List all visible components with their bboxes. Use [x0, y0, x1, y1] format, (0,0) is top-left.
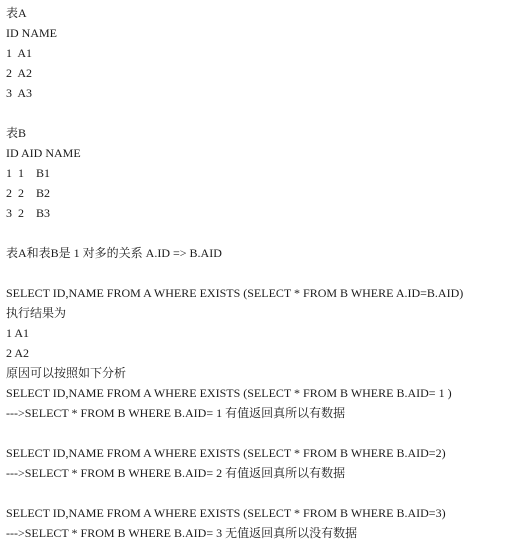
table-a-row: 1 A1	[6, 46, 33, 60]
result-row: 2 A2	[6, 346, 30, 360]
result-row: 1 A1	[6, 326, 30, 340]
relation-note: 表A和表B是 1 对多的关系 A.ID => B.AID	[6, 246, 222, 260]
table-a-title: 表A	[6, 6, 27, 20]
table-b-row: 1 1 B1	[6, 166, 51, 180]
analysis-label: 原因可以按照如下分析	[6, 366, 127, 380]
sql-explanation: --->SELECT * FROM B WHERE B.AID= 3 无值返回真所以没有数据	[6, 526, 358, 540]
sql-query: SELECT ID,NAME FROM A WHERE EXISTS (SELECT * FROM B WHERE A.ID=B.AID)	[6, 286, 464, 300]
sql-explanation: --->SELECT * FROM B WHERE B.AID= 1 有值返回真所以有数据	[6, 406, 346, 420]
table-a-header: ID NAME	[6, 26, 57, 40]
table-a-row: 2 A2	[6, 66, 33, 80]
table-b-row: 2 2 B2	[6, 186, 51, 200]
table-a-row: 3 A3	[6, 86, 33, 100]
table-b-title: 表B	[6, 126, 27, 140]
table-b-header: ID AID NAME	[6, 146, 81, 160]
sql-query: SELECT ID,NAME FROM A WHERE EXISTS (SELECT * FROM B WHERE B.AID=3)	[6, 506, 446, 520]
sql-query: SELECT ID,NAME FROM A WHERE EXISTS (SELECT * FROM B WHERE B.AID= 1 )	[6, 386, 452, 400]
table-b-row: 3 2 B3	[6, 206, 51, 220]
result-label: 执行结果为	[6, 306, 67, 320]
sql-explanation: --->SELECT * FROM B WHERE B.AID= 2 有值返回真所以有数据	[6, 466, 346, 480]
sql-query: SELECT ID,NAME FROM A WHERE EXISTS (SELECT * FROM B WHERE B.AID=2)	[6, 446, 446, 460]
